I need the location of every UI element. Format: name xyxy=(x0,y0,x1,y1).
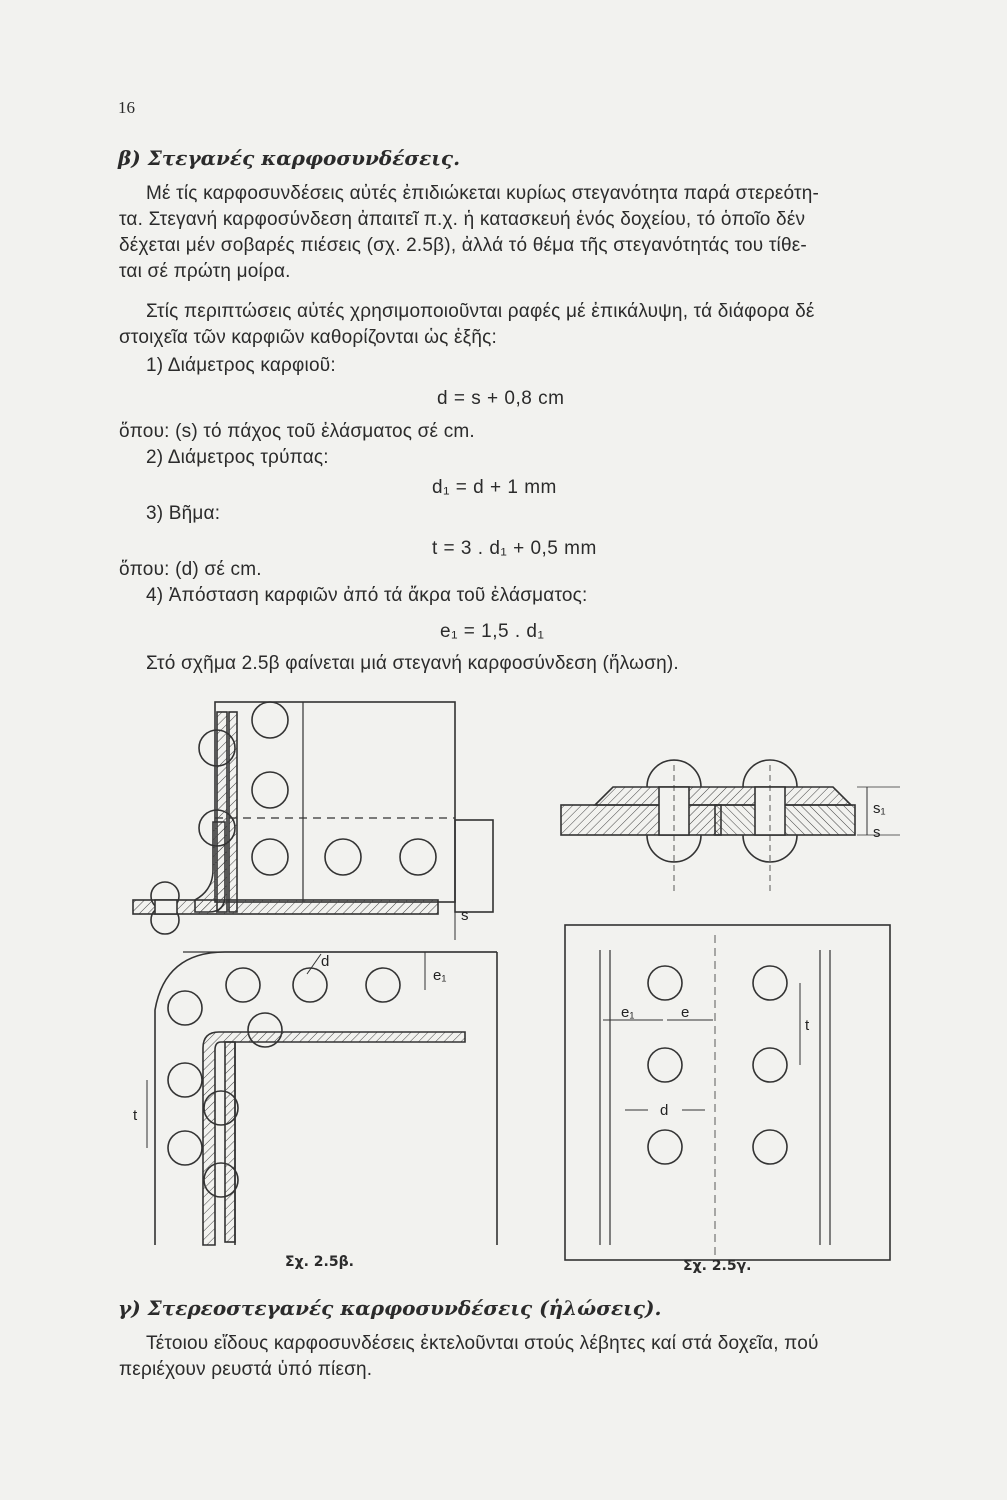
dim-label-s: s xyxy=(461,907,469,924)
dim-label-e1: e₁ xyxy=(621,1004,635,1021)
horizontal-plate-section xyxy=(133,900,438,914)
dim-label-d: d xyxy=(321,953,330,970)
section-c-heading: γ) Στερεοστεγανές καρφοσυνδέσεις (ἡλώσεις). xyxy=(118,1296,662,1320)
dim-label-e: e xyxy=(681,1004,690,1021)
caption-fig-2-5b: Σχ. 2.5β. xyxy=(285,1254,354,1270)
paragraph-line: τα. Στεγανή καρφοσύνδεση ἀπαιτεῖ π.χ. ἡ κατασκευή ἑνός δοχείου, τό ὁποῖο δέν xyxy=(119,209,806,230)
dim-label-d: d xyxy=(660,1102,669,1119)
list-item-3: 3) Βῆμα: xyxy=(146,503,221,524)
dim-label-t: t xyxy=(133,1107,138,1124)
caption-fig-2-5g: Σχ. 2.5γ. xyxy=(683,1258,752,1274)
dim-label-t: t xyxy=(805,1017,810,1034)
where-note-1: ὅπου: (s) τό πάχος τοῦ ἐλάσματος σέ cm. xyxy=(119,421,475,442)
figure-reference: Στό σχῆμα 2.5β φαίνεται μιά στεγανή καρφοσύνδεση (ἥλωση). xyxy=(146,653,679,674)
section-b-heading: β) Στεγανές καρφοσυνδέσεις. xyxy=(118,146,461,170)
formula-edge-distance: e₁ = 1,5 . d₁ xyxy=(440,621,545,642)
where-note-3: ὅπου: (d) σέ cm. xyxy=(119,559,262,580)
dim-label-s1: s₁ xyxy=(873,800,886,817)
paragraph-line: περιέχουν ρευστά ὑπό πίεση. xyxy=(119,1359,373,1380)
upper-plate xyxy=(215,702,455,902)
list-item-2: 2) Διάμετρος τρύπας: xyxy=(146,447,329,468)
paragraph-line: Μέ τίς καρφοσυνδέσεις αὐτές ἐπιδιώκεται κυρίως στεγανότητα παρά στερεότη- xyxy=(146,183,820,204)
paragraph-line: δέχεται μέν σοβαρές πιέσεις (σχ. 2.5β), ἀλλά τό θέμα τῆς στεγανότητάς του τίθε- xyxy=(119,235,807,256)
rivet-holes-plan xyxy=(648,966,787,1164)
cover-plate-section xyxy=(595,787,851,805)
figure-2-5g xyxy=(555,755,905,1265)
paragraph-line: Στίς περιπτώσεις αὐτές χρησιμοποιοῦνται ραφές μέ ἐπικάλυψη, τά διάφορα δέ xyxy=(146,301,815,322)
figure-2-5b xyxy=(125,690,510,1250)
lower-plate-section xyxy=(561,805,721,835)
list-item-4: 4) Ἀπόσταση καρφιῶν ἀπό τά ἄκρα τοῦ ἐλάσματος: xyxy=(146,585,588,606)
paragraph-line: ται σέ πρώτη μοίρα. xyxy=(119,261,291,282)
formula-rivet-diameter: d = s + 0,8 cm xyxy=(437,388,565,409)
formula-pitch: t = 3 . d₁ + 0,5 mm xyxy=(432,538,597,559)
plan-view-plate xyxy=(565,925,890,1260)
formula-hole-diameter: d₁ = d + 1 mm xyxy=(432,477,557,498)
paragraph-line: Τέτοιου εἴδους καρφοσυνδέσεις ἐκτελοῦνται στούς λέβητες καί στά δοχεῖα, πού xyxy=(146,1333,819,1354)
angle-section xyxy=(203,1032,465,1245)
dim-label-s: s xyxy=(873,824,881,841)
dim-label-e1: e₁ xyxy=(433,967,447,984)
paragraph-line: στοιχεῖα τῶν καρφιῶν καθορίζονται ὡς ἑξῆς: xyxy=(119,327,497,348)
page-number: 16 xyxy=(118,98,135,117)
list-item-1: 1) Διάμετρος καρφιοῦ: xyxy=(146,355,336,376)
